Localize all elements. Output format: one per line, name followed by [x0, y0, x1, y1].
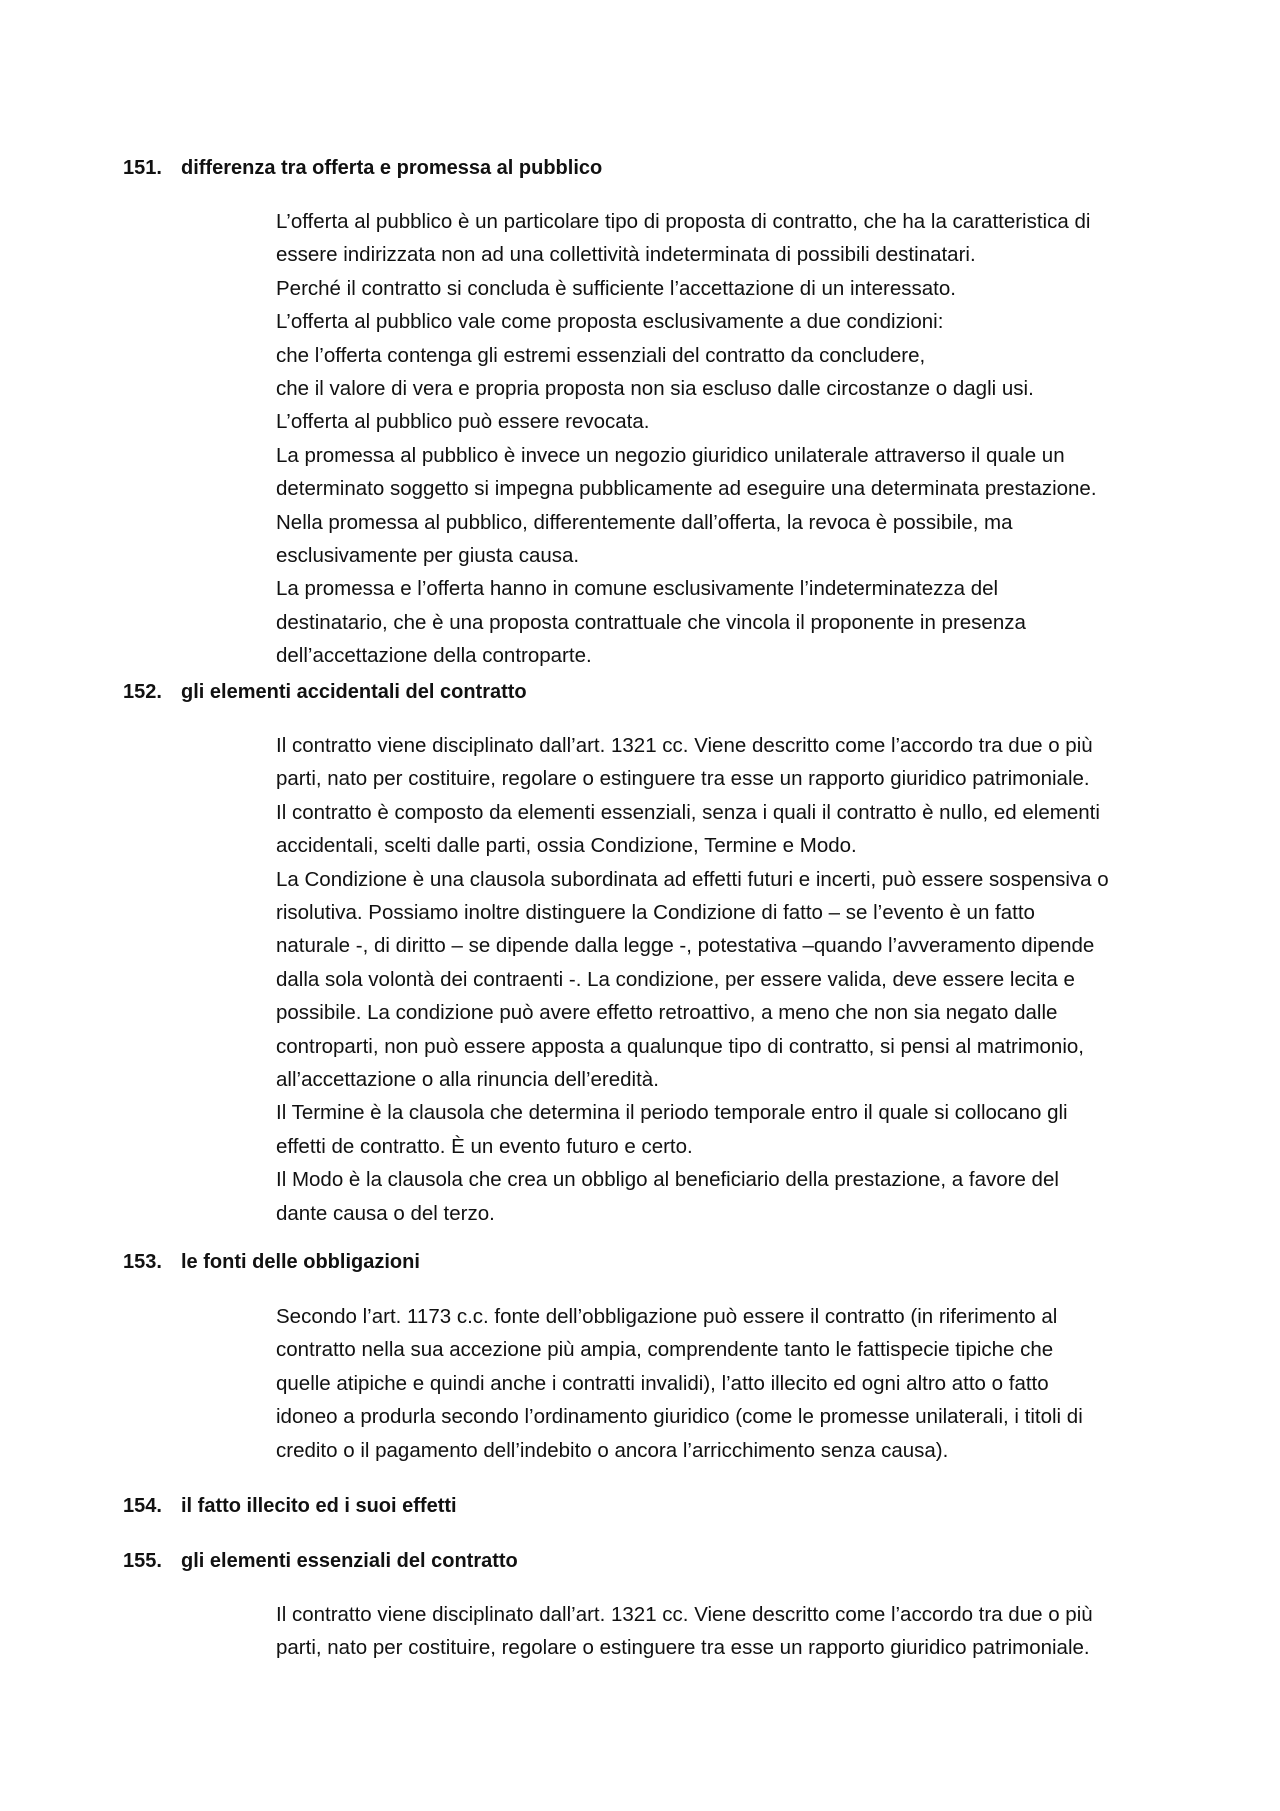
text-line: destinatario, che è una proposta contrattuale che vincola il proponente in presenza — [276, 610, 1026, 634]
section-body — [276, 729, 1176, 1230]
text-line: accidentali, scelti dalle parti, ossia Condizione, Termine e Modo. — [276, 834, 857, 858]
text-line: dante causa o del terzo. — [276, 1201, 495, 1225]
text-line: che l’offerta contenga gli estremi essenziali del contratto da concludere, — [276, 343, 926, 367]
text-line: Perché il contratto si concluda è sufficiente l’accettazione di un interessato. — [276, 276, 956, 300]
text-line: credito o il pagamento dell’indebito o ancora l’arricchimento senza causa). — [276, 1438, 949, 1462]
text-line: Secondo l’art. 1173 c.c. fonte dell’obbligazione può essere il contratto (in riferimento al — [276, 1305, 1058, 1328]
section-title: gli elementi accidentali del contratto — [181, 681, 527, 703]
text-line: Il Modo è la clausola che crea un obbligo al beneficiario della prestazione, a favore del — [276, 1168, 1059, 1192]
text-line: possibile. La condizione può avere effetto retroattivo, a meno che non sia negato dalle — [276, 1001, 1058, 1025]
text-line: La promessa al pubblico è invece un negozio giuridico unilaterale attraverso il quale un — [276, 443, 1065, 467]
text-line: effetti de contratto. È un evento futuro e certo. — [276, 1134, 693, 1158]
section-heading — [123, 156, 1123, 180]
section-heading — [123, 680, 1123, 704]
section-number: 151. — [123, 157, 162, 179]
section-heading — [123, 1250, 1123, 1274]
text-line: controparti, non può essere apposta a qualunque tipo di contratto, si pensi al matrimonio, — [276, 1034, 1084, 1058]
section-number: 153. — [123, 1251, 162, 1273]
text-line: L’offerta al pubblico è un particolare tipo di proposta di contratto, che ha la caratteristica di — [276, 210, 1091, 233]
text-line: naturale -, di diritto – se dipende dalla legge -, potestativa –quando l’avveramento dipende — [276, 934, 1095, 958]
text-line: contratto nella sua accezione più ampia, comprendente tanto le fattispecie tipiche che — [276, 1338, 1054, 1362]
section-number: 155. — [123, 1550, 162, 1572]
text-line: La promessa e l’offerta hanno in comune esclusivamente l’indeterminatezza del — [276, 577, 999, 601]
text-line: idoneo a produrla secondo l’ordinamento giuridico (come le promesse unilaterali, i titoli di — [276, 1405, 1083, 1429]
text-line: quelle atipiche e quindi anche i contratti invalidi), l’atto illecito ed ogni altro atto o fatto — [276, 1371, 1049, 1395]
text-line: Il Termine è la clausola che determina il periodo temporale entro il quale si collocano gli — [276, 1101, 1068, 1125]
text-line: Il contratto viene disciplinato dall’art. 1321 cc. Viene descritto come l’accordo tra due o più — [276, 734, 1093, 757]
text-line: dalla sola volontà dei contraenti -. La condizione, per essere valida, deve essere lecita e — [276, 967, 1075, 991]
section-number: 152. — [123, 681, 162, 703]
text-line: parti, nato per costituire, regolare o estinguere tra esse un rapporto giuridico patrimoniale. — [276, 767, 1090, 791]
section-number: 154. — [123, 1495, 162, 1517]
text-line: Il contratto viene disciplinato dall’art. 1321 cc. Viene descritto come l’accordo tra due o più — [276, 1603, 1093, 1626]
section-heading — [123, 1549, 1123, 1573]
section-body — [276, 1300, 1176, 1467]
section-title: differenza tra offerta e promessa al pubblico — [181, 157, 603, 179]
text-line: L’offerta al pubblico può essere revocata. — [276, 410, 650, 434]
text-line: risolutiva. Possiamo inoltre distinguere la Condizione di fatto – se l’evento è un fatto — [276, 901, 1035, 925]
section-title: gli elementi essenziali del contratto — [181, 1550, 518, 1572]
text-line: L’offerta al pubblico vale come proposta esclusivamente a due condizioni: — [276, 310, 944, 334]
text-line: dell’accettazione della controparte. — [276, 644, 592, 668]
text-line: Nella promessa al pubblico, differentemente dall’offerta, la revoca è possibile, ma — [276, 510, 1013, 534]
text-line: all’accettazione o alla rinuncia dell’eredità. — [276, 1068, 659, 1092]
text-line: determinato soggetto si impegna pubblicamente ad eseguire una determinata prestazione. — [276, 477, 1097, 501]
text-line: esclusivamente per giusta causa. — [276, 544, 580, 568]
section-heading — [123, 1494, 1123, 1518]
text-line: Il contratto è composto da elementi essenziali, senza i quali il contratto è nullo, ed elementi — [276, 800, 1100, 824]
section-title: il fatto illecito ed i suoi effetti — [181, 1495, 457, 1517]
text-line: essere indirizzata non ad una collettività indeterminata di possibili destinatari. — [276, 243, 976, 267]
section-body — [276, 1598, 1176, 1665]
section-title: le fonti delle obbligazioni — [181, 1251, 420, 1273]
text-line: che il valore di vera e propria proposta non sia escluso dalle circostanze o dagli usi. — [276, 377, 1034, 401]
text-line: parti, nato per costituire, regolare o estinguere tra esse un rapporto giuridico patrimoniale. — [276, 1636, 1090, 1660]
text-line: La Condizione è una clausola subordinata ad effetti futuri e incerti, può essere sospensiva o — [276, 867, 1109, 891]
section-body — [276, 205, 1176, 673]
